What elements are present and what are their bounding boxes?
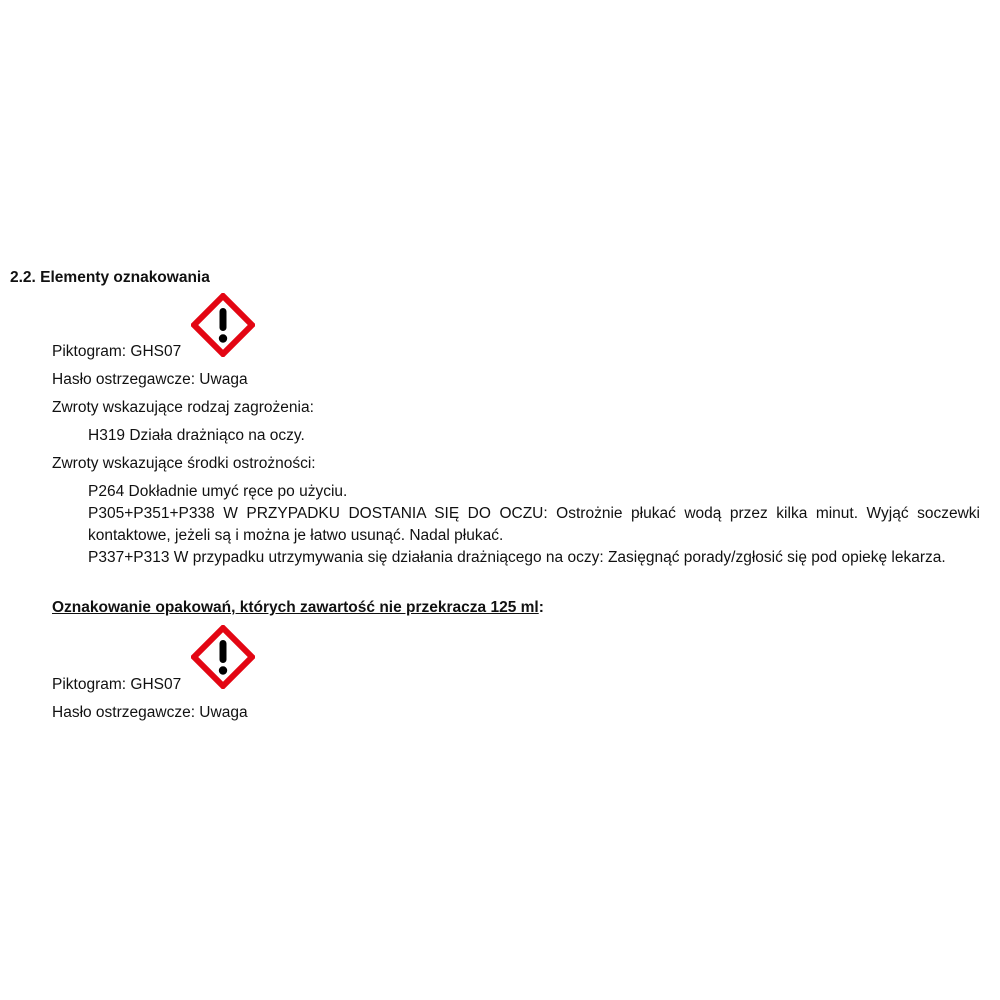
signal-word: Hasło ostrzegawcze: Uwaga	[52, 704, 248, 721]
precaution-statements-heading: Zwroty wskazujące środki ostrożności:	[52, 455, 316, 472]
precaution-statement: P264 Dokładnie umyć ręce po użyciu.	[88, 483, 348, 500]
hazard-statements-heading: Zwroty wskazujące rodzaj zagrożenia:	[52, 399, 314, 416]
ghs07-exclamation-icon	[191, 293, 255, 357]
pictogram-label: Piktogram: GHS07	[52, 343, 182, 360]
signal-word: Hasło ostrzegawcze: Uwaga	[52, 371, 248, 388]
small-packaging-heading: Oznakowanie opakowań, których zawartość nie przekracza 125 ml	[52, 599, 539, 616]
ghs07-exclamation-icon	[191, 625, 255, 689]
precaution-statement: P337+P313 W przypadku utrzymywania się działania drażniącego na oczy: Zasięgnąć porady/zgłosić się pod opiekę lekarza.	[88, 549, 946, 566]
hazard-statement: H319 Działa drażniąco na oczy.	[88, 427, 305, 444]
small-packaging-heading-suffix: :	[538, 599, 544, 616]
precaution-statement: P305+P351+P338 W PRZYPADKU DOSTANIA SIĘ DO OCZU: Ostrożnie płukać wodą przez kilka minut. Wyjąć soczewki kontaktowe, jeżeli są i można je łatwo usunąć. Nadal płukać.	[88, 505, 980, 544]
pictogram-label: Piktogram: GHS07	[52, 676, 182, 693]
small-packaging-heading-row	[52, 597, 544, 619]
section-title: 2.2. Elementy oznakowania	[10, 269, 210, 286]
